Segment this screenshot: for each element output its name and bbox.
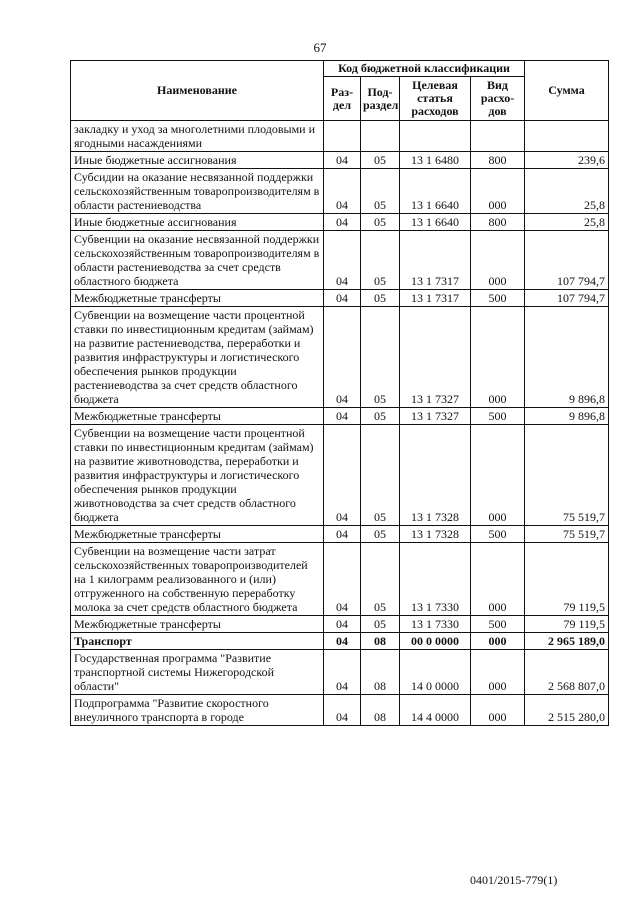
row-section-cell: 04 — [324, 650, 361, 695]
table-row — [71, 307, 609, 408]
row-subsection-cell: 08 — [361, 633, 400, 650]
row-amount-cell: 79 119,5 — [525, 543, 609, 616]
row-name-cell: Иные бюджетные ассигнования — [71, 214, 324, 231]
document-code: 0401/2015-779(1) — [470, 873, 558, 887]
row-section-cell: 04 — [324, 169, 361, 214]
row-name-cell: Подпрограмма "Развитие скоростного внеуличного транспорта в городе — [71, 695, 324, 726]
row-type-cell: 800 — [471, 152, 525, 169]
row-target-cell: 13 1 6480 — [400, 152, 471, 169]
row-section-cell: 04 — [324, 633, 361, 650]
row-amount-cell: 239,6 — [525, 152, 609, 169]
row-name-cell: закладку и уход за многолетними плодовыми и ягодными насаждениями — [71, 121, 324, 152]
header-code-group: Код бюджетной классификации — [324, 61, 525, 77]
row-type-cell: 800 — [471, 214, 525, 231]
header-amount: Сумма — [525, 61, 609, 121]
row-subsection-cell: 08 — [361, 650, 400, 695]
row-subsection-cell: 05 — [361, 425, 400, 526]
row-target-cell: 13 1 7317 — [400, 290, 471, 307]
row-section-cell: 04 — [324, 408, 361, 425]
row-target-cell: 13 1 7327 — [400, 408, 471, 425]
row-subsection-cell: 05 — [361, 616, 400, 633]
row-subsection-cell: 05 — [361, 408, 400, 425]
row-name-cell: Субвенции на возмещение части процентной ставки по инвестиционным кредитам (займам) на развитие растениеводства, переработки и развития инфраструктуры и логистического обеспечения рынков продукции растениеводства за счет средств областного бюджета — [71, 307, 324, 408]
row-name-cell: Субвенции на оказание несвязанной поддержки сельскохозяйственным товаропроизводителям в области растениеводства за счет средств областного бюджета — [71, 231, 324, 290]
row-type-cell: 000 — [471, 650, 525, 695]
row-subsection-cell — [361, 121, 400, 152]
row-target-cell: 13 1 6640 — [400, 169, 471, 214]
row-amount-cell: 75 519,7 — [525, 526, 609, 543]
row-section-cell: 04 — [324, 307, 361, 408]
row-name-cell: Транспорт — [71, 633, 324, 650]
page-number: 67 — [313, 40, 327, 55]
row-name-cell: Межбюджетные трансферты — [71, 526, 324, 543]
row-type-cell: 000 — [471, 425, 525, 526]
table-row — [71, 169, 609, 214]
header-section: Раз- дел — [324, 77, 361, 121]
table-row — [71, 152, 609, 169]
row-type-cell: 500 — [471, 408, 525, 425]
row-target-cell: 13 1 7327 — [400, 307, 471, 408]
table-row — [71, 633, 609, 650]
row-subsection-cell: 05 — [361, 290, 400, 307]
header-subsection: Под- раздел — [361, 77, 400, 121]
row-name-cell: Иные бюджетные ассигнования — [71, 152, 324, 169]
table-row — [71, 290, 609, 307]
row-name-cell: Субсидии на оказание несвязанной поддержки сельскохозяйственным товаропроизводителям в области растениеводства — [71, 169, 324, 214]
row-section-cell: 04 — [324, 695, 361, 726]
row-section-cell: 04 — [324, 526, 361, 543]
row-subsection-cell: 05 — [361, 543, 400, 616]
row-target-cell: 14 4 0000 — [400, 695, 471, 726]
row-name-cell: Межбюджетные трансферты — [71, 290, 324, 307]
header-expense-type: Вид расхо- дов — [471, 77, 525, 121]
table-row — [71, 543, 609, 616]
row-section-cell: 04 — [324, 425, 361, 526]
row-amount-cell: 9 896,8 — [525, 307, 609, 408]
row-amount-cell: 2 965 189,0 — [525, 633, 609, 650]
row-target-cell: 13 1 7317 — [400, 231, 471, 290]
table-row — [71, 408, 609, 425]
row-subsection-cell: 05 — [361, 307, 400, 408]
row-type-cell — [471, 121, 525, 152]
row-section-cell: 04 — [324, 616, 361, 633]
row-target-cell: 13 1 6640 — [400, 214, 471, 231]
row-target-cell: 13 1 7328 — [400, 425, 471, 526]
row-section-cell — [324, 121, 361, 152]
row-target-cell: 00 0 0000 — [400, 633, 471, 650]
table-row — [71, 121, 609, 152]
row-subsection-cell: 08 — [361, 695, 400, 726]
row-type-cell: 000 — [471, 307, 525, 408]
row-name-cell: Государственная программа "Развитие транспортной системы Нижегородской области" — [71, 650, 324, 695]
row-section-cell: 04 — [324, 152, 361, 169]
row-subsection-cell: 05 — [361, 169, 400, 214]
row-subsection-cell: 05 — [361, 152, 400, 169]
row-amount-cell — [525, 121, 609, 152]
table-row — [71, 214, 609, 231]
row-type-cell: 000 — [471, 169, 525, 214]
row-type-cell: 000 — [471, 231, 525, 290]
table-row — [71, 695, 609, 726]
row-subsection-cell: 05 — [361, 231, 400, 290]
row-amount-cell: 107 794,7 — [525, 231, 609, 290]
row-section-cell: 04 — [324, 543, 361, 616]
row-type-cell: 500 — [471, 526, 525, 543]
row-name-cell: Межбюджетные трансферты — [71, 616, 324, 633]
row-section-cell: 04 — [324, 214, 361, 231]
row-section-cell: 04 — [324, 290, 361, 307]
row-amount-cell: 25,8 — [525, 169, 609, 214]
row-type-cell: 000 — [471, 633, 525, 650]
row-amount-cell: 75 519,7 — [525, 425, 609, 526]
table-row — [71, 425, 609, 526]
row-amount-cell: 2 568 807,0 — [525, 650, 609, 695]
row-name-cell: Субвенции на возмещение части процентной ставки по инвестиционным кредитам (займам) на развитие животноводства, переработки и развития инфраструктуры и логистического обеспечения рынков продукции животноводства за счет средств областного бюджета — [71, 425, 324, 526]
row-type-cell: 500 — [471, 616, 525, 633]
row-type-cell: 000 — [471, 695, 525, 726]
row-amount-cell: 25,8 — [525, 214, 609, 231]
table-row — [71, 231, 609, 290]
row-type-cell: 000 — [471, 543, 525, 616]
row-name-cell: Межбюджетные трансферты — [71, 408, 324, 425]
row-amount-cell: 2 515 280,0 — [525, 695, 609, 726]
row-amount-cell: 79 119,5 — [525, 616, 609, 633]
row-target-cell: 13 1 7330 — [400, 543, 471, 616]
row-subsection-cell: 05 — [361, 526, 400, 543]
row-target-cell — [400, 121, 471, 152]
table-row — [71, 526, 609, 543]
row-amount-cell: 9 896,8 — [525, 408, 609, 425]
table-row — [71, 650, 609, 695]
table-row — [71, 616, 609, 633]
budget-table — [70, 60, 609, 726]
header-name: Наименование — [71, 61, 324, 121]
row-amount-cell: 107 794,7 — [525, 290, 609, 307]
row-target-cell: 13 1 7328 — [400, 526, 471, 543]
row-name-cell: Субвенции на возмещение части затрат сельскохозяйственных товаропроизводителей на 1 килограмм реализованного и (или) отгруженного на собственную переработку молока за счет средств областного бюджета — [71, 543, 324, 616]
header-target-item: Целевая статья расходов — [400, 77, 471, 121]
row-section-cell: 04 — [324, 231, 361, 290]
row-target-cell: 13 1 7330 — [400, 616, 471, 633]
row-subsection-cell: 05 — [361, 214, 400, 231]
row-type-cell: 500 — [471, 290, 525, 307]
row-target-cell: 14 0 0000 — [400, 650, 471, 695]
